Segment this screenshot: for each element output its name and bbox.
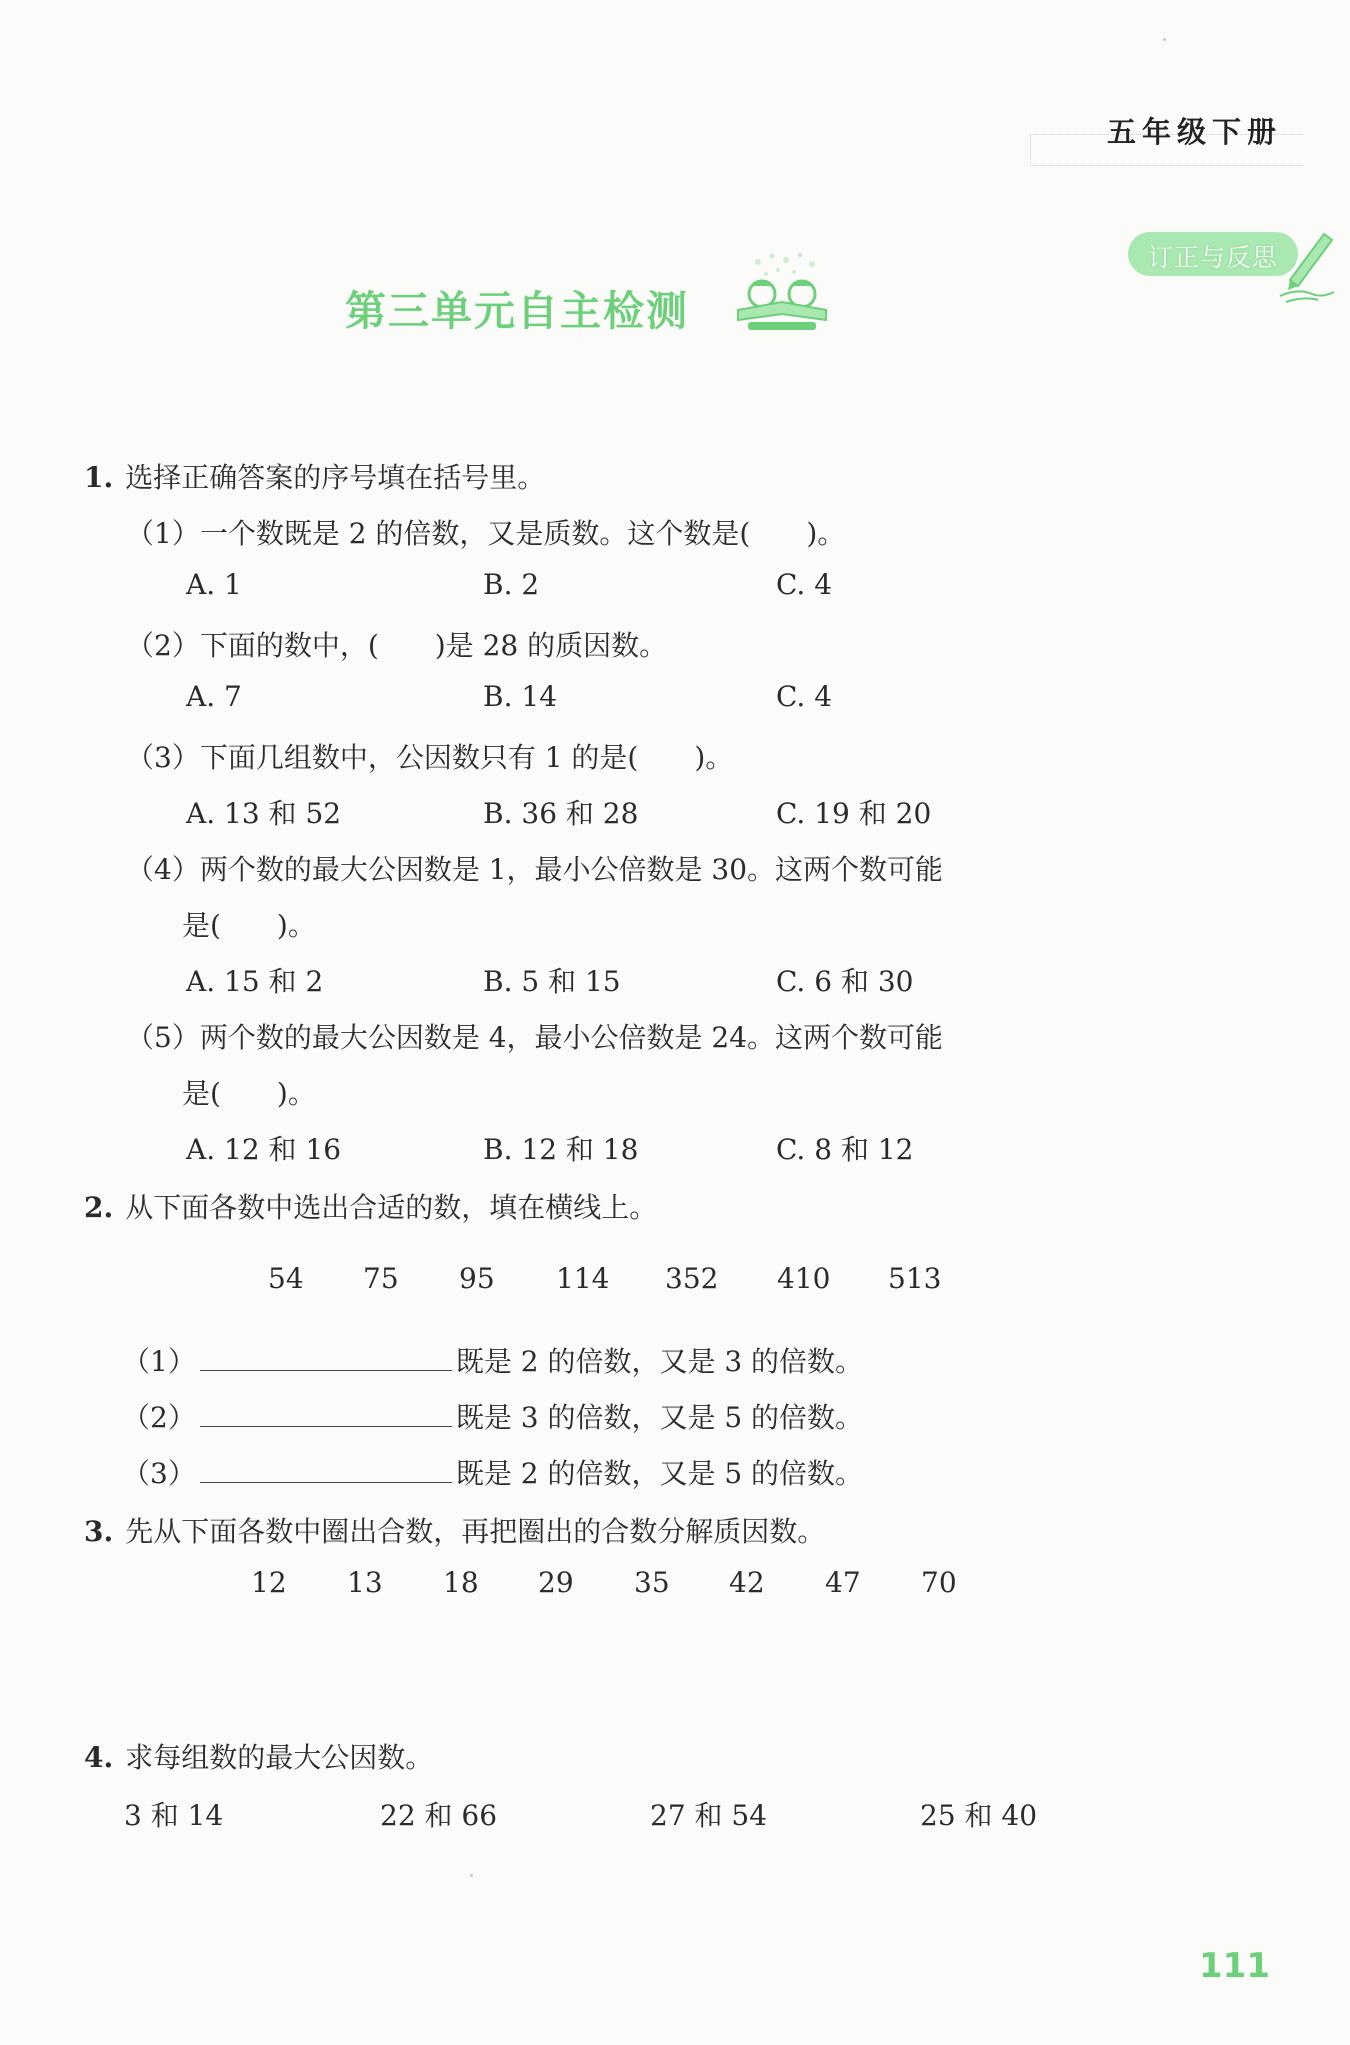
q1-sub2-option-a: A. 7 (186, 680, 242, 713)
question-3 (84, 1510, 825, 1550)
question-stem: 从下面各数中选出合适的数，填在横线上。 (125, 1191, 658, 1224)
q1-sub3-text: （3）下面几组数中，公因数只有 1 的是( )。 (126, 741, 734, 774)
q3-number: 42 (729, 1566, 765, 1599)
blank-label: （3） (122, 1457, 196, 1490)
q1-sub5-text: （5）两个数的最大公因数是 4，最小公倍数是 24。这两个数可能 (126, 1021, 944, 1054)
q1-sub2-text: （2）下面的数中，( )是 28 的质因数。 (126, 629, 668, 662)
q1-sub4-option-a: A. 15 和 2 (186, 965, 324, 998)
q2-number: 513 (888, 1262, 942, 1295)
q1-sub5-option-c: C. 8 和 12 (776, 1133, 914, 1166)
answer-blank[interactable] (200, 1458, 452, 1483)
q1-sub4-option-c: C. 6 和 30 (776, 965, 914, 998)
q3-number: 35 (634, 1566, 670, 1599)
speck (1163, 38, 1166, 41)
q2-blank-row-2 (122, 1396, 863, 1436)
page-number: 111 (1199, 1946, 1270, 1986)
question-number: 1. (84, 461, 114, 494)
answer-blank[interactable] (200, 1402, 452, 1427)
q2-number: 410 (777, 1262, 831, 1295)
q2-number: 114 (556, 1262, 610, 1295)
reflection-label: 订正与反思 (1148, 243, 1279, 272)
q1-sub3-option-c: C. 19 和 20 (776, 797, 932, 830)
q3-number: 70 (921, 1566, 957, 1599)
question-4 (84, 1736, 433, 1776)
q2-blank-row-3 (122, 1452, 863, 1492)
q2-blank-row-1 (122, 1340, 863, 1380)
question-stem: 选择正确答案的序号填在括号里。 (125, 461, 546, 494)
question-stem: 求每组数的最大公因数。 (125, 1741, 434, 1774)
blank-text: 既是 2 的倍数，又是 5 的倍数。 (455, 1457, 864, 1490)
q1-sub5-option-a: A. 12 和 16 (186, 1133, 342, 1166)
q1-sub5-option-b: B. 12 和 18 (483, 1133, 639, 1166)
q4-pair: 22 和 66 (380, 1799, 498, 1832)
reading-children-icon (728, 250, 836, 336)
q3-number: 12 (251, 1566, 287, 1599)
q3-number: 13 (347, 1566, 383, 1599)
pencil-icon (1278, 226, 1338, 306)
q1-sub4-continuation: 是( )。 (182, 909, 316, 942)
q4-pair: 27 和 54 (650, 1799, 768, 1832)
reflection-badge (1128, 226, 1338, 312)
question-number: 3. (84, 1515, 114, 1548)
speck (470, 1874, 473, 1877)
q2-number: 95 (459, 1262, 495, 1295)
q2-number: 352 (665, 1262, 719, 1295)
q1-sub3-option-b: B. 36 和 28 (483, 797, 639, 830)
question-stem: 先从下面各数中圈出合数，再把圈出的合数分解质因数。 (125, 1515, 826, 1548)
question-1 (84, 456, 545, 496)
blank-text: 既是 3 的倍数，又是 5 的倍数。 (455, 1401, 864, 1434)
q1-sub3-option-a: A. 13 和 52 (186, 797, 342, 830)
q1-sub1-text: （1）一个数既是 2 的倍数，又是质数。这个数是( )。 (126, 517, 846, 550)
q1-sub1-option-c: C. 4 (776, 568, 833, 601)
page-title: 第三单元自主检测 (345, 287, 689, 335)
blank-text: 既是 2 的倍数，又是 3 的倍数。 (455, 1345, 864, 1378)
q1-sub2-option-c: C. 4 (776, 680, 833, 713)
q1-sub1-option-a: A. 1 (186, 568, 242, 601)
q4-pair: 3 和 14 (124, 1799, 224, 1832)
grade-label: 五年级下册 (1106, 115, 1282, 149)
q2-number: 75 (363, 1262, 399, 1295)
question-number: 4. (84, 1741, 114, 1774)
question-number: 2. (84, 1191, 114, 1224)
q3-number: 29 (538, 1566, 574, 1599)
q1-sub2-option-b: B. 14 (483, 680, 558, 713)
question-2 (84, 1186, 657, 1226)
blank-label: （2） (122, 1401, 196, 1434)
q1-sub4-text: （4）两个数的最大公因数是 1，最小公倍数是 30。这两个数可能 (126, 853, 944, 886)
q2-number: 54 (268, 1262, 304, 1295)
q4-pair: 25 和 40 (920, 1799, 1038, 1832)
q1-sub1-option-b: B. 2 (483, 568, 540, 601)
blank-label: （1） (122, 1345, 196, 1378)
answer-blank[interactable] (200, 1346, 452, 1371)
q3-number: 18 (443, 1566, 479, 1599)
q1-sub4-option-b: B. 5 和 15 (483, 965, 621, 998)
q3-number: 47 (825, 1566, 861, 1599)
q1-sub5-continuation: 是( )。 (182, 1077, 316, 1110)
